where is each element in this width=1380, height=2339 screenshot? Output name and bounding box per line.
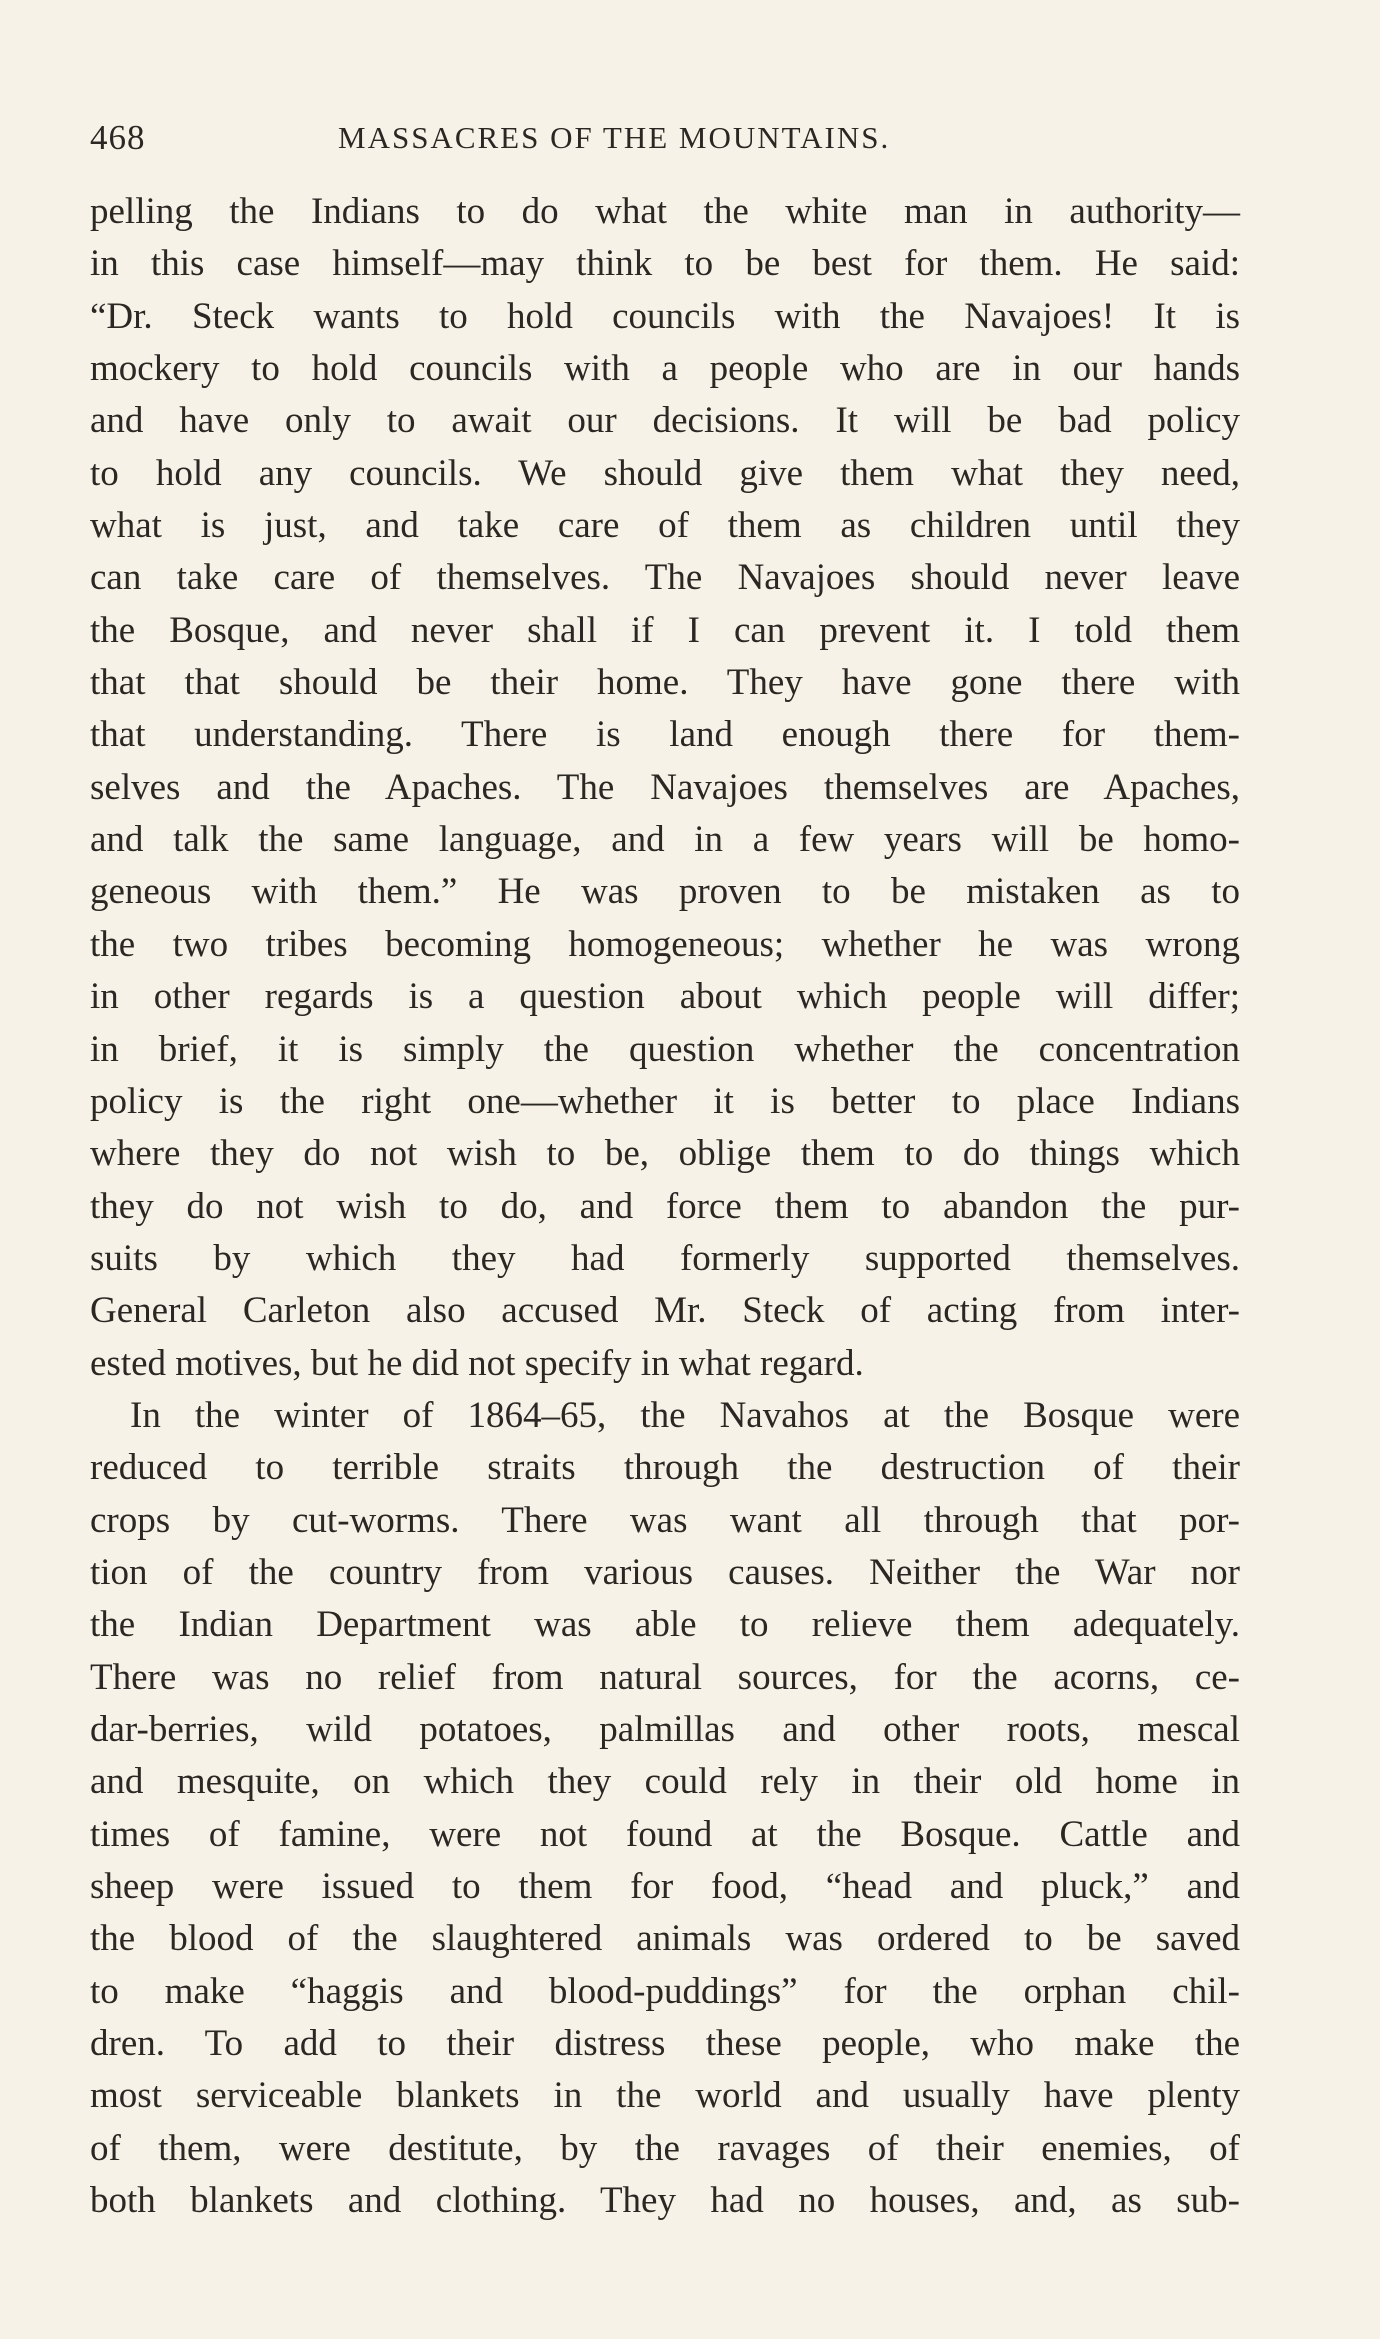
text-line: geneous with them.” He was proven to be mistaken as to bbox=[90, 871, 1240, 913]
text-line: sheep were issued to them for food, “head and pluck,” and bbox=[90, 1866, 1240, 1907]
text-line: the Indian Department was able to relieve them adequately. bbox=[90, 1604, 1240, 1646]
text-line: dren. To add to their distress these people, who make the bbox=[90, 2023, 1240, 2065]
text-line: to hold any councils. We should give them what they need, bbox=[90, 452, 1240, 494]
text-line: what is just, and take care of them as children until they bbox=[90, 505, 1240, 547]
text-line: General Carleton also accused Mr. Steck of acting from inter- bbox=[90, 1290, 1240, 1332]
text-line: times of famine, were not found at the Bosque. Cattle and bbox=[90, 1813, 1240, 1855]
text-line-paragraph-start: In the winter of 1864–65, the Navahos at the Bosque were bbox=[130, 1394, 1240, 1436]
text-line: dar-berries, wild potatoes, palmillas and other roots, mescal bbox=[90, 1708, 1240, 1750]
body-text bbox=[90, 186, 1240, 2227]
text-line: selves and the Apaches. The Navajoes themselves are Apaches, bbox=[90, 766, 1240, 808]
running-title: MASSACRES OF THE MOUNTAINS. bbox=[338, 120, 891, 155]
text-line-paragraph-end: ested motives, but he did not specify in what regard. bbox=[90, 1342, 864, 1384]
text-line: suits by which they had formerly supported themselves. bbox=[90, 1237, 1240, 1279]
text-line: that understanding. There is land enough there for them- bbox=[90, 714, 1240, 756]
text-line: pelling the Indians to do what the white man in authority— bbox=[90, 191, 1240, 232]
text-line: they do not wish to do, and force them to abandon the pur- bbox=[90, 1185, 1240, 1227]
text-line: reduced to terrible straits through the destruction of their bbox=[90, 1447, 1240, 1489]
running-head bbox=[90, 118, 1240, 168]
text-line: and have only to await our decisions. It will be bad policy bbox=[90, 400, 1240, 442]
page-number: 468 bbox=[90, 118, 146, 157]
text-line: in this case himself—may think to be best for them. He said: bbox=[90, 243, 1240, 285]
text-line: “Dr. Steck wants to hold councils with the Navajoes! It is bbox=[90, 295, 1240, 337]
text-line: in brief, it is simply the question whether the concentration bbox=[90, 1028, 1240, 1070]
text-line: where they do not wish to be, oblige them to do things which bbox=[90, 1133, 1240, 1175]
text-line: the blood of the slaughtered animals was ordered to be saved bbox=[90, 1918, 1240, 1960]
text-line: and mesquite, on which they could rely in their old home in bbox=[90, 1761, 1240, 1803]
text-line: the Bosque, and never shall if I can prevent it. I told them bbox=[90, 609, 1240, 651]
text-line: in other regards is a question about which people will differ; bbox=[90, 976, 1240, 1018]
text-line: that that should be their home. They have gone there with bbox=[90, 662, 1240, 704]
text-line: both blankets and clothing. They had no houses, and, as sub- bbox=[90, 2180, 1240, 2222]
text-line: of them, were destitute, by the ravages of their enemies, of bbox=[90, 2127, 1240, 2169]
text-line: the two tribes becoming homogeneous; whether he was wrong bbox=[90, 923, 1240, 965]
text-line: and talk the same language, and in a few years will be homo- bbox=[90, 819, 1240, 861]
text-line: crops by cut-worms. There was want all through that por- bbox=[90, 1499, 1240, 1541]
text-line: most serviceable blankets in the world and usually have plenty bbox=[90, 2075, 1240, 2117]
text-line: to make “haggis and blood-puddings” for the orphan chil- bbox=[90, 1970, 1240, 2012]
text-line: tion of the country from various causes. Neither the War nor bbox=[90, 1551, 1240, 1593]
text-line: can take care of themselves. The Navajoes should never leave bbox=[90, 557, 1240, 599]
text-line: policy is the right one—whether it is better to place Indians bbox=[90, 1080, 1240, 1122]
text-line: mockery to hold councils with a people who are in our hands bbox=[90, 348, 1240, 390]
text-line: There was no relief from natural sources, for the acorns, ce- bbox=[90, 1656, 1240, 1698]
